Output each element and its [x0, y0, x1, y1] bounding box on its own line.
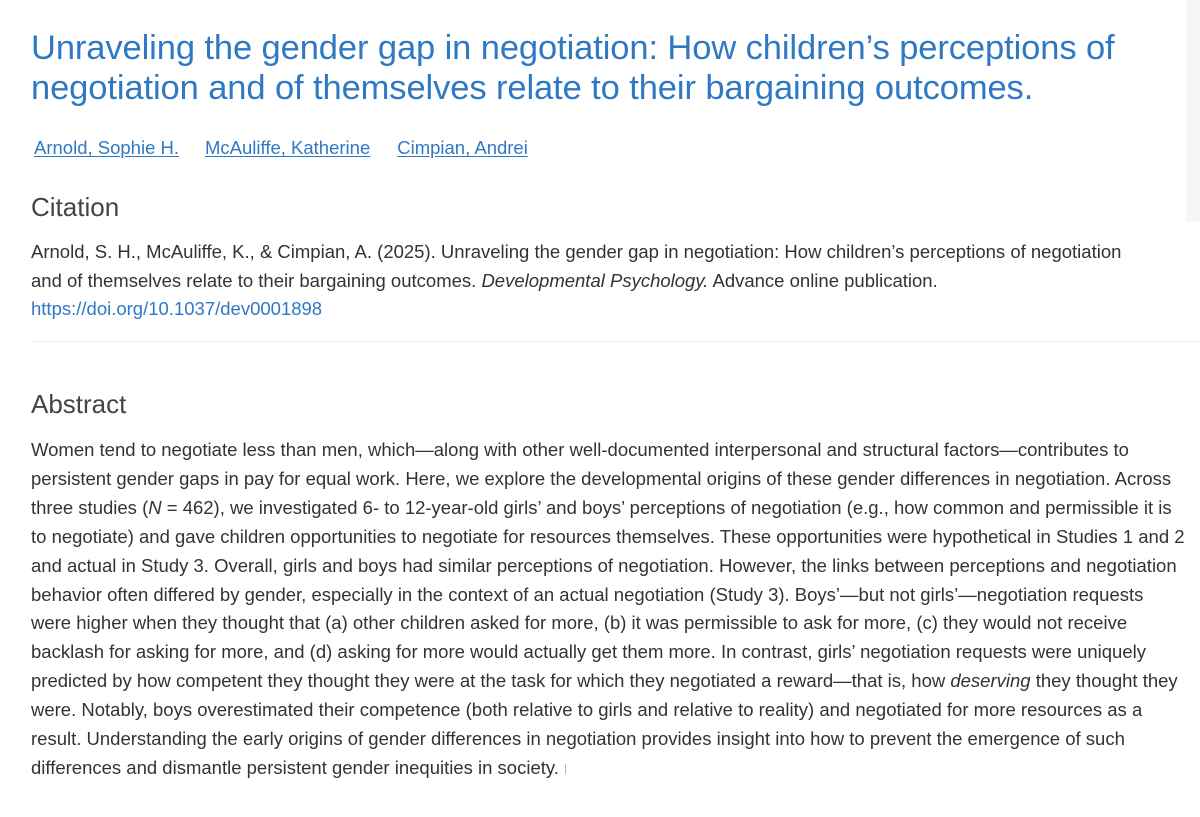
abstract-part-2: = 462), we investigated 6- to 12-year-old girls’ and boys’ perceptions of negotiation (e.g., how common and permissible it is to negotiate) and gave children opportunities to negotiate for resources themselves. These opportunities were hypothetical in Studies 1 and 2 and actual in Study 3. Overall, girls and boys had similar perceptions of negotiation. However, the links between perceptions and negotiation behavior often differed by gender, especially in the context of an actual negotiation (Study 3). Boys’—but not girls’—negotiation requests were higher when they thought that (a) other children asked for more, (b) it was permissible to ask for more, (c) they would not receive backlash for asking for more, and (d) asking for more would actually get them more. In contrast, girls’ negotiation requests were uniquely predicted by how competent they thought they were at the task for which they negotiated a reward—that is, how	[31, 496, 1185, 692]
abstract-sample-symbol: N	[148, 496, 162, 518]
abstract-text	[31, 436, 1186, 783]
citation-status: Advance online publication.	[708, 269, 938, 291]
citation-body: Arnold, S. H., McAuliffe, K., & Cimpian, A. (2025). Unraveling the gender gap in negotiation: How children’s perceptions of negotiation and of themselves relate to their bargaining outcomes.	[31, 241, 1122, 291]
citation-journal: Developmental Psychology.	[481, 269, 709, 291]
section-divider	[31, 341, 1200, 342]
citation-text	[31, 238, 1141, 324]
author-link-arnold[interactable]: Arnold, Sophie H.	[34, 137, 180, 158]
doi-link[interactable]: https://doi.org/10.1037/dev0001898	[31, 298, 323, 319]
abstract-part-3: they thought they were. Notably, boys overestimated their competence (both relative to girls and relative to reality) and negotiated for more resources as a result. Understanding the early origins of gender differences in negotiation provides insight into how to prevent the emergence of such differences and dismantle persistent gender inequities in society.	[31, 670, 1178, 778]
abstract-heading: Abstract	[31, 389, 127, 419]
citation-heading: Citation	[31, 192, 120, 222]
author-list	[34, 137, 528, 159]
author-link-cimpian[interactable]: Cimpian, Andrei	[397, 137, 528, 158]
article-title: Unraveling the gender gap in negotiation: How children’s perceptions of negotiation and of themselves relate to their bargaining outcomes.	[31, 29, 1115, 107]
abstract-emphasis: deserving	[950, 670, 1031, 692]
abstract-part-1: Women tend to negotiate less than men, which—along with other well-documented interpersonal and structural factors—contributes to persistent gender gaps in pay for equal work. Here, we explore the developmental origins of these gender differences in negotiation. Across three studies (	[31, 439, 1172, 518]
author-link-mcauliffe[interactable]: McAuliffe, Katherine	[205, 137, 371, 158]
text-cursor	[565, 764, 566, 774]
